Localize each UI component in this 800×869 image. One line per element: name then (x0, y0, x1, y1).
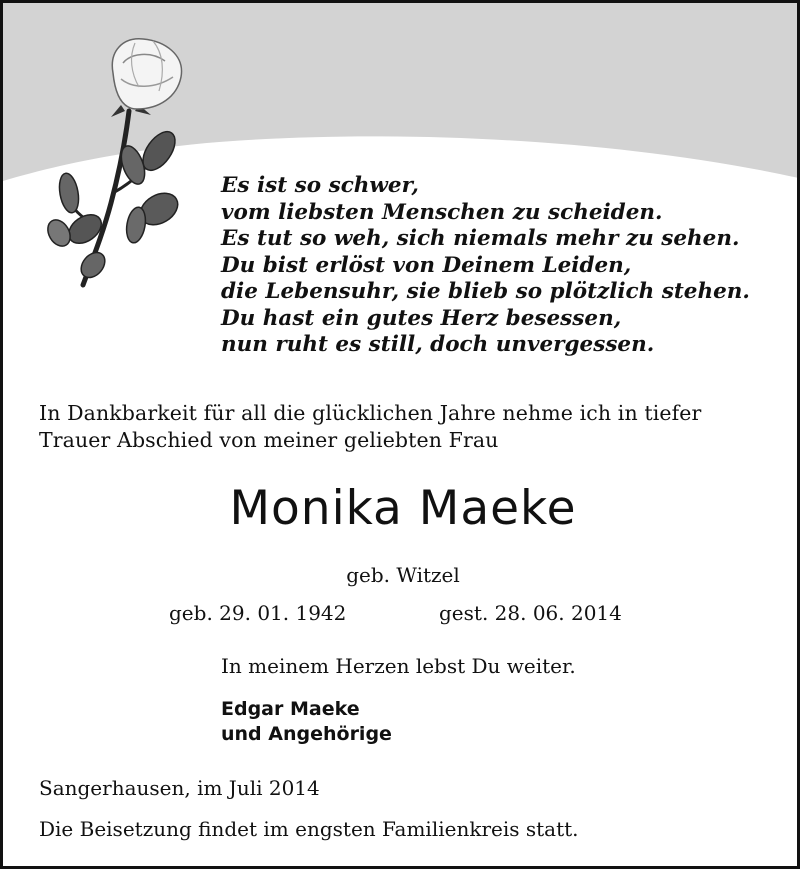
poem (221, 173, 761, 359)
poem-line: die Lebensuhr, sie blieb so plötzlich stehen. (221, 279, 750, 304)
funeral-note: Die Beisetzung findet im engsten Familienkreis statt. (39, 817, 579, 841)
poem-line: Du hast ein gutes Herz besessen, (221, 305, 622, 331)
mourners (221, 697, 392, 747)
birth-date: geb. 29. 01. 1942 (169, 601, 347, 625)
poem-line: Du bist erlöst von Deinem Leiden, (221, 252, 632, 278)
place-date: Sangerhausen, im Juli 2014 (39, 776, 320, 800)
intro-line-1: In Dankbarkeit für all die glücklichen Jahre nehme ich in tiefer (39, 401, 702, 425)
deceased-name: Monika Maeke (229, 481, 577, 536)
death-date: gest. 28. 06. 2014 (439, 601, 622, 625)
poem-line: vom liebsten Menschen zu scheiden. (221, 199, 663, 225)
motto: In meinem Herzen lebst Du weiter. (221, 654, 576, 678)
rose-icon (41, 33, 191, 293)
mourner-relatives: und Angehörige (221, 723, 392, 745)
maiden-name: geb. Witzel (346, 563, 460, 587)
intro-line-2: Trauer Abschied von meiner geliebten Frau (39, 428, 499, 452)
poem-line: nun ruht es still, doch unvergessen. (221, 332, 655, 357)
poem-line: Es ist so schwer, (221, 173, 419, 198)
mourner-name: Edgar Maeke (221, 698, 360, 720)
poem-line: Es tut so weh, sich niemals mehr zu sehen. (221, 226, 740, 251)
intro-text (39, 400, 779, 454)
